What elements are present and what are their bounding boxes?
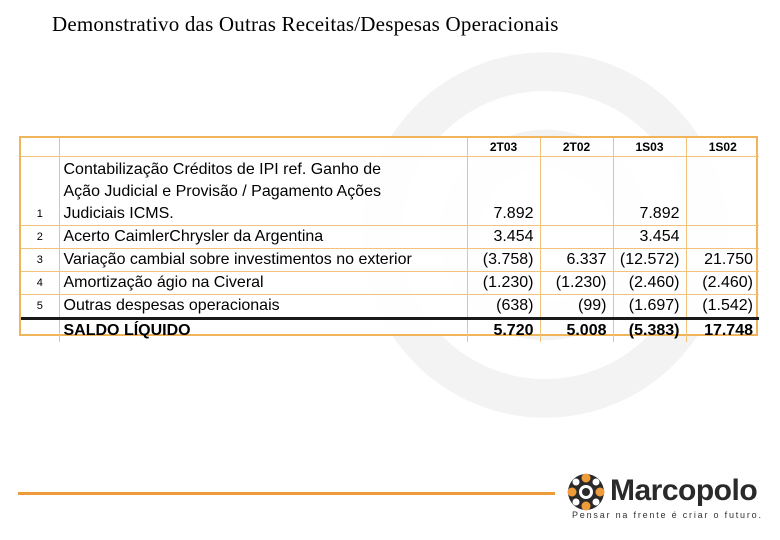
row-description-line: Judiciais ICMS. [63,205,174,222]
page-title: Demonstrativo das Outras Receitas/Despesas Operacionais [52,12,559,36]
company-logo [566,472,766,524]
value-cell: (1.542) [686,295,759,319]
total-label: SALDO LÍQUIDO [59,319,467,343]
value-cell: 7.892 [613,157,686,226]
value-cell: (638) [467,295,540,319]
table-row [21,272,759,295]
logo-tagline: Pensar na frente é criar o futuro. [572,510,763,520]
value-cell [540,226,613,249]
total-value-cell: 17.748 [686,319,759,343]
row-description-line: Contabilização Créditos de IPI ref. Ganho de [63,161,382,178]
value-cell: (99) [540,295,613,319]
row-description-line: Ação Judicial e Provisão / Pagamento Ações [63,183,382,200]
value-cell: 3.454 [467,226,540,249]
row-description [59,157,467,226]
value-cell: 21.750 [686,249,759,272]
row-number: 3 [21,249,59,272]
value-cell: (2.460) [686,272,759,295]
total-value-cell: 5.720 [467,319,540,343]
value-cell [686,157,759,226]
row-number: 1 [21,157,59,226]
value-cell: 7.892 [467,157,540,226]
value-cell [686,226,759,249]
header-cell-desc [59,138,467,157]
header-cell-1s02: 1S02 [686,138,759,157]
table-header-row [21,138,759,157]
total-row-number [21,319,59,343]
value-cell: (2.460) [613,272,686,295]
row-description: Variação cambial sobre investimentos no exterior [59,249,467,272]
table-row [21,226,759,249]
row-number: 4 [21,272,59,295]
header-cell-2t02: 2T02 [540,138,613,157]
table-row [21,157,759,226]
value-cell: 3.454 [613,226,686,249]
row-description: Outras despesas operacionais [59,295,467,319]
row-number: 2 [21,226,59,249]
header-cell-2t03: 2T03 [467,138,540,157]
data-table [19,136,758,339]
value-cell: 6.337 [540,249,613,272]
total-row [21,319,759,343]
value-cell: (12.572) [613,249,686,272]
header-cell-num [21,138,59,157]
value-cell: (1.230) [467,272,540,295]
total-value-cell: 5.008 [540,319,613,343]
row-number: 5 [36,300,43,312]
marcopolo-logo-icon [566,472,606,512]
row-description: Amortização ágio na Civeral [59,272,467,295]
value-cell: (1.697) [613,295,686,319]
table-row [21,249,759,272]
value-cell [540,157,613,226]
table-row [21,295,759,319]
value-cell: (3.758) [467,249,540,272]
value-cell: (1.230) [540,272,613,295]
footer-divider [18,492,555,495]
logo-wordmark: Marcopolo [610,474,758,507]
total-value-cell: (5.383) [613,319,686,343]
header-cell-1s03: 1S03 [613,138,686,157]
row-description: Acerto CaimlerChrysler da Argentina [59,226,467,249]
